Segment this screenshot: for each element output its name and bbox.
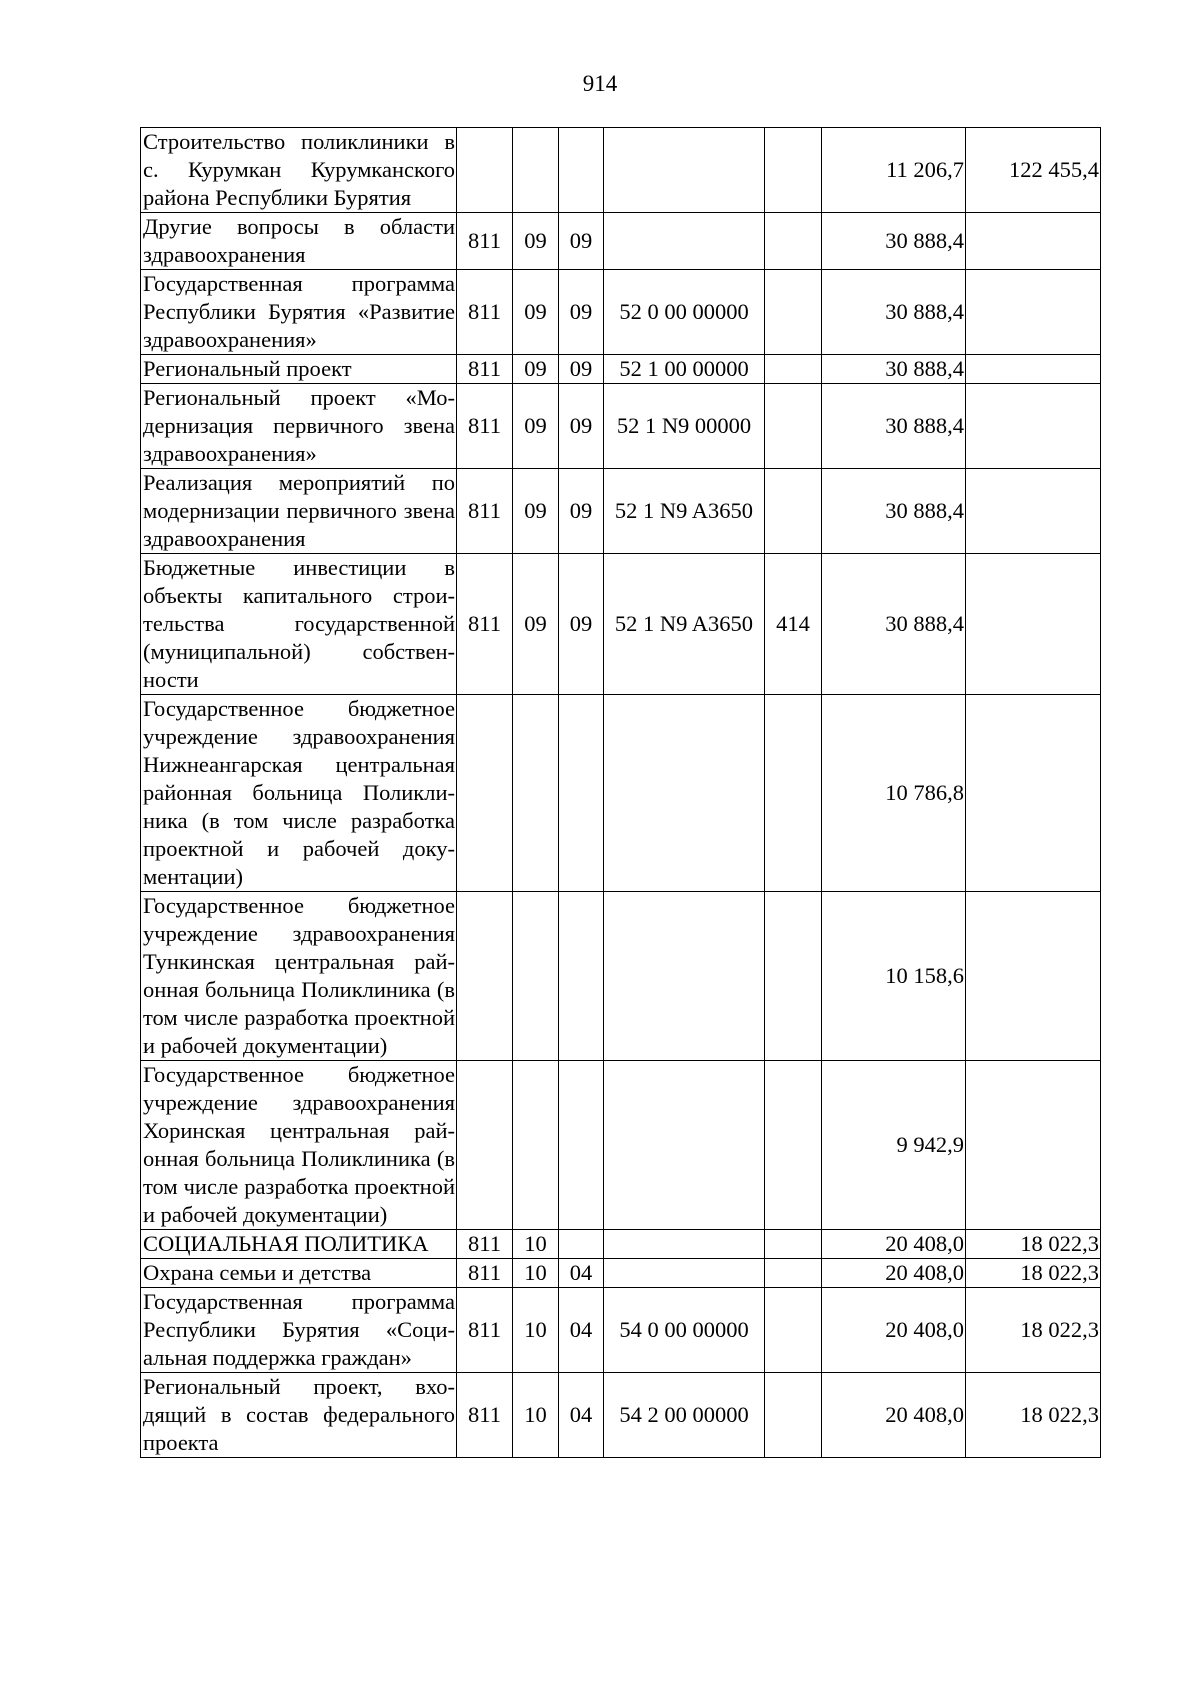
table-row	[141, 213, 1101, 270]
amount-first-year-cell: 20 408,0	[822, 1373, 966, 1458]
department-code-cell: 811	[457, 355, 513, 384]
department-code-cell	[457, 128, 513, 213]
row-name-cell: Государственное бюджетное учреждение здравоохранения Хоринская центральная районная больница Поликлиника (в том числе разработка проектной и рабочей документации)	[141, 1061, 457, 1230]
amount-second-year-cell	[966, 1061, 1101, 1230]
department-code-cell	[457, 695, 513, 892]
amount-second-year-cell: 18 022,3	[966, 1230, 1101, 1259]
expense-type-code-cell	[765, 469, 822, 554]
expense-type-code-cell: 414	[765, 554, 822, 695]
budget-table	[140, 127, 1101, 1458]
target-article-code-cell: 52 1 N9 A3650	[604, 554, 765, 695]
expense-type-code-cell	[765, 1230, 822, 1259]
target-article-code-cell	[604, 1230, 765, 1259]
amount-second-year-cell	[966, 892, 1101, 1061]
target-article-code-cell	[604, 1259, 765, 1288]
amount-second-year-cell	[966, 355, 1101, 384]
amount-first-year-cell: 9 942,9	[822, 1061, 966, 1230]
department-code-cell: 811	[457, 1259, 513, 1288]
target-article-code-cell: 52 1 N9 00000	[604, 384, 765, 469]
amount-first-year-cell: 30 888,4	[822, 384, 966, 469]
table-row	[141, 355, 1101, 384]
subsection-code-cell	[559, 1230, 604, 1259]
department-code-cell: 811	[457, 213, 513, 270]
amount-first-year-cell: 20 408,0	[822, 1259, 966, 1288]
amount-first-year-cell: 10 786,8	[822, 695, 966, 892]
target-article-code-cell	[604, 128, 765, 213]
table-row	[141, 384, 1101, 469]
subsection-code-cell: 04	[559, 1259, 604, 1288]
department-code-cell: 811	[457, 1230, 513, 1259]
expense-type-code-cell	[765, 892, 822, 1061]
department-code-cell: 811	[457, 384, 513, 469]
row-name-cell: Государственная программа Республики Бурятия «Социальная поддержка граждан»	[141, 1288, 457, 1373]
amount-second-year-cell	[966, 213, 1101, 270]
row-name-cell: Строительство поликлиники в с. Курумкан Курумканского района Республики Бурятия	[141, 128, 457, 213]
amount-second-year-cell: 18 022,3	[966, 1373, 1101, 1458]
page-number: 914	[582, 71, 618, 96]
target-article-code-cell: 52 1 N9 A3650	[604, 469, 765, 554]
table-row	[141, 270, 1101, 355]
target-article-code-cell	[604, 1061, 765, 1230]
subsection-code-cell: 04	[559, 1288, 604, 1373]
row-name-cell: Региональный проект «Модернизация первичного звена здравоохранения»	[141, 384, 457, 469]
amount-second-year-cell: 18 022,3	[966, 1259, 1101, 1288]
table-row	[141, 554, 1101, 695]
table-row	[141, 1230, 1101, 1259]
table-row	[141, 128, 1101, 213]
department-code-cell	[457, 1061, 513, 1230]
table-row	[141, 469, 1101, 554]
department-code-cell: 811	[457, 554, 513, 695]
section-code-cell	[513, 1061, 559, 1230]
amount-first-year-cell: 30 888,4	[822, 469, 966, 554]
table-row	[141, 1373, 1101, 1458]
section-code-cell: 09	[513, 469, 559, 554]
section-code-cell: 09	[513, 355, 559, 384]
target-article-code-cell	[604, 892, 765, 1061]
table-row	[141, 1061, 1101, 1230]
target-article-code-cell: 54 2 00 00000	[604, 1373, 765, 1458]
department-code-cell: 811	[457, 469, 513, 554]
expense-type-code-cell	[765, 384, 822, 469]
department-code-cell: 811	[457, 270, 513, 355]
amount-second-year-cell	[966, 270, 1101, 355]
subsection-code-cell: 09	[559, 270, 604, 355]
expense-type-code-cell	[765, 1288, 822, 1373]
section-code-cell	[513, 892, 559, 1061]
subsection-code-cell: 09	[559, 355, 604, 384]
amount-first-year-cell: 11 206,7	[822, 128, 966, 213]
row-name-cell: Другие вопросы в области здравоохранения	[141, 213, 457, 270]
table-row	[141, 695, 1101, 892]
row-name-cell: Реализация мероприятий по модернизации первичного звена здравоохранения	[141, 469, 457, 554]
amount-first-year-cell: 20 408,0	[822, 1230, 966, 1259]
row-name-cell: Государственная программа Республики Бурятия «Развитие здравоохранения»	[141, 270, 457, 355]
section-code-cell: 10	[513, 1373, 559, 1458]
expense-type-code-cell	[765, 1061, 822, 1230]
budget-table-body	[141, 128, 1101, 1458]
table-row	[141, 892, 1101, 1061]
table-row	[141, 1259, 1101, 1288]
subsection-code-cell: 09	[559, 213, 604, 270]
subsection-code-cell: 09	[559, 469, 604, 554]
amount-first-year-cell: 30 888,4	[822, 355, 966, 384]
row-name-cell: СОЦИАЛЬНАЯ ПОЛИТИКА	[141, 1230, 457, 1259]
section-code-cell	[513, 128, 559, 213]
subsection-code-cell: 09	[559, 384, 604, 469]
amount-first-year-cell: 30 888,4	[822, 270, 966, 355]
subsection-code-cell	[559, 892, 604, 1061]
amount-second-year-cell	[966, 469, 1101, 554]
section-code-cell: 10	[513, 1230, 559, 1259]
target-article-code-cell	[604, 213, 765, 270]
target-article-code-cell: 52 0 00 00000	[604, 270, 765, 355]
target-article-code-cell: 52 1 00 00000	[604, 355, 765, 384]
row-name-cell: Государственное бюджетное учреждение здравоохранения Нижнеангарская центральная районная больница Поликлиника (в том числе разработка проектной и рабочей документации)	[141, 695, 457, 892]
section-code-cell: 09	[513, 554, 559, 695]
amount-first-year-cell: 20 408,0	[822, 1288, 966, 1373]
table-row	[141, 1288, 1101, 1373]
section-code-cell: 10	[513, 1288, 559, 1373]
amount-first-year-cell: 10 158,6	[822, 892, 966, 1061]
department-code-cell: 811	[457, 1288, 513, 1373]
subsection-code-cell	[559, 695, 604, 892]
row-name-cell: Государственное бюджетное учреждение здравоохранения Тункинская центральная районная больница Поликлиника (в том числе разработка проектной и рабочей документации)	[141, 892, 457, 1061]
target-article-code-cell: 54 0 00 00000	[604, 1288, 765, 1373]
section-code-cell: 09	[513, 270, 559, 355]
amount-second-year-cell: 18 022,3	[966, 1288, 1101, 1373]
row-name-cell: Региональный проект, входящий в состав федерального проекта	[141, 1373, 457, 1458]
target-article-code-cell	[604, 695, 765, 892]
subsection-code-cell: 09	[559, 554, 604, 695]
department-code-cell	[457, 892, 513, 1061]
amount-second-year-cell	[966, 695, 1101, 892]
section-code-cell: 09	[513, 384, 559, 469]
row-name-cell: Региональный проект	[141, 355, 457, 384]
amount-second-year-cell	[966, 554, 1101, 695]
section-code-cell	[513, 695, 559, 892]
expense-type-code-cell	[765, 270, 822, 355]
expense-type-code-cell	[765, 355, 822, 384]
expense-type-code-cell	[765, 213, 822, 270]
section-code-cell: 10	[513, 1259, 559, 1288]
department-code-cell: 811	[457, 1373, 513, 1458]
amount-second-year-cell	[966, 384, 1101, 469]
amount-second-year-cell: 122 455,4	[966, 128, 1101, 213]
row-name-cell: Охрана семьи и детства	[141, 1259, 457, 1288]
expense-type-code-cell	[765, 1373, 822, 1458]
amount-first-year-cell: 30 888,4	[822, 213, 966, 270]
row-name-cell: Бюджетные инвестиции в объекты капитального строительства государственной (муниципальной) собственности	[141, 554, 457, 695]
subsection-code-cell: 04	[559, 1373, 604, 1458]
subsection-code-cell	[559, 128, 604, 213]
expense-type-code-cell	[765, 1259, 822, 1288]
expense-type-code-cell	[765, 128, 822, 213]
amount-first-year-cell: 30 888,4	[822, 554, 966, 695]
subsection-code-cell	[559, 1061, 604, 1230]
section-code-cell: 09	[513, 213, 559, 270]
expense-type-code-cell	[765, 695, 822, 892]
